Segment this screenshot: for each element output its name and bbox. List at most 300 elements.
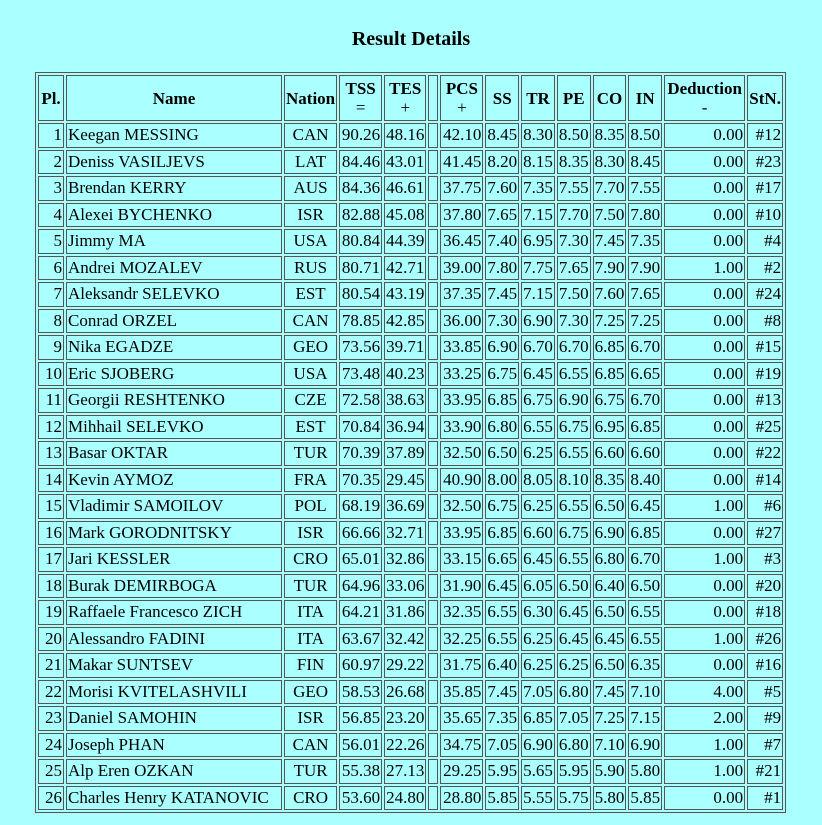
cell-deduction: 0.00 [664,229,745,254]
cell-tes: 44.39 [384,229,426,254]
cell-spacer [428,123,438,148]
cell-co: 7.50 [593,203,627,228]
cell-deduction: 4.00 [664,680,745,705]
cell-ss: 6.75 [485,494,519,519]
cell-spacer [428,759,438,784]
cell-tes: 33.06 [384,574,426,599]
cell-tss: 82.88 [339,203,382,228]
cell-nation: USA [284,362,337,387]
cell-tss: 70.84 [339,415,382,440]
cell-nation: POL [284,494,337,519]
cell-ss: 6.80 [485,415,519,440]
cell-pcs: 39.00 [440,256,483,281]
cell-pcs: 33.95 [440,521,483,546]
table-row [38,362,783,387]
cell-tss: 60.97 [339,653,382,678]
cell-deduction: 1.00 [664,627,745,652]
cell-pcs: 36.00 [440,309,483,334]
cell-pe: 6.55 [557,441,591,466]
cell-spacer [428,468,438,493]
table-row [38,123,783,148]
cell-start-number: #27 [747,521,783,546]
cell-in: 6.55 [628,627,662,652]
cell-pe: 6.70 [557,335,591,360]
cell-nation: FIN [284,653,337,678]
cell-pcs: 32.25 [440,627,483,652]
cell-tss: 63.67 [339,627,382,652]
cell-deduction: 0.00 [664,335,745,360]
table-row [38,415,783,440]
cell-in: 7.65 [628,282,662,307]
table-row [38,229,783,254]
cell-tes: 31.86 [384,600,426,625]
cell-start-number: #19 [747,362,783,387]
cell-in: 6.45 [628,494,662,519]
cell-pcs: 37.80 [440,203,483,228]
cell-place: 24 [38,733,64,758]
header-spacer [428,75,438,121]
cell-tss: 80.71 [339,256,382,281]
header-name: Name [66,75,282,121]
cell-pe: 6.50 [557,574,591,599]
cell-tr: 6.70 [521,335,555,360]
cell-ss: 6.75 [485,362,519,387]
cell-deduction: 2.00 [664,706,745,731]
cell-start-number: #18 [747,600,783,625]
cell-in: 6.35 [628,653,662,678]
cell-nation: EST [284,282,337,307]
cell-pe: 8.10 [557,468,591,493]
cell-name: Alexei BYCHENKO [66,203,282,228]
cell-ss: 6.85 [485,521,519,546]
cell-tr: 7.15 [521,282,555,307]
cell-deduction: 0.00 [664,388,745,413]
cell-tes: 39.71 [384,335,426,360]
cell-place: 13 [38,441,64,466]
cell-start-number: #5 [747,680,783,705]
cell-tss: 58.53 [339,680,382,705]
cell-tr: 6.25 [521,494,555,519]
cell-ss: 7.45 [485,680,519,705]
cell-place: 21 [38,653,64,678]
cell-deduction: 0.00 [664,123,745,148]
cell-tr: 6.45 [521,547,555,572]
cell-tss: 70.39 [339,441,382,466]
cell-tss: 80.54 [339,282,382,307]
cell-co: 7.70 [593,176,627,201]
cell-pcs: 31.90 [440,574,483,599]
cell-co: 6.85 [593,362,627,387]
cell-pcs: 35.85 [440,680,483,705]
cell-place: 16 [38,521,64,546]
cell-name: Kevin AYMOZ [66,468,282,493]
header-tss-label: TSS [345,79,376,98]
cell-tr: 8.05 [521,468,555,493]
cell-place: 12 [38,415,64,440]
cell-tss: 90.26 [339,123,382,148]
cell-tss: 73.56 [339,335,382,360]
cell-tes: 45.08 [384,203,426,228]
cell-pe: 7.05 [557,706,591,731]
cell-in: 6.70 [628,335,662,360]
cell-deduction: 1.00 [664,759,745,784]
cell-tes: 42.85 [384,309,426,334]
cell-start-number: #25 [747,415,783,440]
cell-tes: 32.86 [384,547,426,572]
cell-ss: 8.45 [485,123,519,148]
cell-tss: 66.66 [339,521,382,546]
cell-nation: TUR [284,759,337,784]
cell-in: 7.35 [628,229,662,254]
cell-co: 6.40 [593,574,627,599]
cell-start-number: #10 [747,203,783,228]
cell-place: 26 [38,786,64,811]
cell-pe: 7.30 [557,229,591,254]
cell-nation: ITA [284,627,337,652]
cell-nation: ISR [284,203,337,228]
cell-place: 8 [38,309,64,334]
cell-start-number: #13 [747,388,783,413]
cell-tss: 84.36 [339,176,382,201]
cell-spacer [428,415,438,440]
header-tes-sub: + [400,98,411,117]
header-pcs-sub: + [457,98,467,117]
cell-spacer [428,150,438,175]
cell-spacer [428,733,438,758]
cell-tss: 65.01 [339,547,382,572]
cell-tes: 24.80 [384,786,426,811]
cell-start-number: #4 [747,229,783,254]
cell-nation: TUR [284,574,337,599]
cell-start-number: #20 [747,574,783,599]
cell-place: 14 [38,468,64,493]
cell-tr: 6.30 [521,600,555,625]
cell-ss: 6.85 [485,388,519,413]
cell-tes: 27.13 [384,759,426,784]
cell-co: 6.80 [593,547,627,572]
cell-tss: 64.21 [339,600,382,625]
cell-name: Raffaele Francesco ZICH [66,600,282,625]
cell-nation: ISR [284,521,337,546]
cell-nation: TUR [284,441,337,466]
header-deduction-label: Deduction [667,79,742,98]
cell-co: 6.60 [593,441,627,466]
cell-in: 6.55 [628,600,662,625]
table-row [38,547,783,572]
cell-start-number: #3 [747,547,783,572]
cell-deduction: 0.00 [664,574,745,599]
cell-name: Brendan KERRY [66,176,282,201]
cell-in: 8.50 [628,123,662,148]
cell-tss: 84.46 [339,150,382,175]
cell-spacer [428,229,438,254]
cell-name: Conrad ORZEL [66,309,282,334]
cell-pe: 8.35 [557,150,591,175]
cell-pcs: 29.25 [440,759,483,784]
header-pcs-label: PCS [445,79,478,98]
cell-start-number: #24 [747,282,783,307]
cell-pe: 6.80 [557,680,591,705]
cell-place: 5 [38,229,64,254]
cell-ss: 8.20 [485,150,519,175]
cell-pe: 8.50 [557,123,591,148]
cell-tss: 70.35 [339,468,382,493]
cell-nation: AUS [284,176,337,201]
cell-spacer [428,256,438,281]
cell-nation: EST [284,415,337,440]
cell-tss: 53.60 [339,786,382,811]
cell-name: Mark GORODNITSKY [66,521,282,546]
cell-pcs: 35.65 [440,706,483,731]
cell-deduction: 0.00 [664,468,745,493]
cell-pcs: 32.35 [440,600,483,625]
cell-place: 22 [38,680,64,705]
cell-spacer [428,335,438,360]
cell-in: 7.10 [628,680,662,705]
cell-name: Nika EGADZE [66,335,282,360]
cell-name: Morisi KVITELASHVILI [66,680,282,705]
cell-ss: 7.60 [485,176,519,201]
cell-tr: 6.25 [521,441,555,466]
table-row [38,203,783,228]
cell-tr: 6.75 [521,388,555,413]
cell-place: 1 [38,123,64,148]
cell-co: 7.25 [593,706,627,731]
header-co: CO [593,75,627,121]
cell-ss: 7.40 [485,229,519,254]
cell-pcs: 32.50 [440,441,483,466]
cell-place: 19 [38,600,64,625]
cell-tr: 5.55 [521,786,555,811]
cell-spacer [428,574,438,599]
cell-tr: 8.15 [521,150,555,175]
table-row [38,574,783,599]
cell-spacer [428,786,438,811]
cell-deduction: 1.00 [664,494,745,519]
cell-co: 5.80 [593,786,627,811]
cell-ss: 6.40 [485,653,519,678]
header-row [38,75,783,121]
cell-place: 10 [38,362,64,387]
table-row [38,653,783,678]
cell-place: 17 [38,547,64,572]
cell-nation: ISR [284,706,337,731]
cell-in: 7.25 [628,309,662,334]
cell-tss: 56.85 [339,706,382,731]
cell-tes: 23.20 [384,706,426,731]
cell-name: Alp Eren OZKAN [66,759,282,784]
cell-name: Daniel SAMOHIN [66,706,282,731]
cell-spacer [428,441,438,466]
cell-ss: 6.65 [485,547,519,572]
cell-spacer [428,203,438,228]
cell-spacer [428,282,438,307]
cell-co: 6.50 [593,600,627,625]
cell-co: 7.10 [593,733,627,758]
cell-nation: CAN [284,309,337,334]
cell-co: 6.90 [593,521,627,546]
cell-pe: 6.80 [557,733,591,758]
cell-pe: 6.45 [557,600,591,625]
cell-place: 11 [38,388,64,413]
cell-deduction: 0.00 [664,282,745,307]
cell-ss: 7.30 [485,309,519,334]
cell-place: 4 [38,203,64,228]
cell-tr: 6.55 [521,415,555,440]
cell-pcs: 40.90 [440,468,483,493]
cell-place: 6 [38,256,64,281]
cell-tes: 32.71 [384,521,426,546]
cell-co: 7.25 [593,309,627,334]
cell-co: 6.95 [593,415,627,440]
cell-pcs: 33.15 [440,547,483,572]
cell-pe: 5.95 [557,759,591,784]
header-tss [339,75,382,121]
cell-place: 18 [38,574,64,599]
cell-name: Keegan MESSING [66,123,282,148]
cell-co: 6.75 [593,388,627,413]
cell-in: 6.85 [628,521,662,546]
cell-nation: FRA [284,468,337,493]
cell-start-number: #22 [747,441,783,466]
header-pe: PE [557,75,591,121]
cell-in: 6.90 [628,733,662,758]
table-row [38,786,783,811]
cell-name: Burak DEMIRBOGA [66,574,282,599]
header-in: IN [628,75,662,121]
cell-place: 20 [38,627,64,652]
cell-nation: RUS [284,256,337,281]
header-tss-sub: = [355,98,366,117]
table-row [38,627,783,652]
cell-nation: USA [284,229,337,254]
cell-tss: 64.96 [339,574,382,599]
cell-nation: CAN [284,733,337,758]
cell-in: 7.90 [628,256,662,281]
cell-pe: 6.90 [557,388,591,413]
cell-co: 5.90 [593,759,627,784]
cell-tr: 7.35 [521,176,555,201]
cell-tss: 73.48 [339,362,382,387]
cell-tr: 5.65 [521,759,555,784]
cell-pe: 7.65 [557,256,591,281]
cell-tes: 37.89 [384,441,426,466]
cell-spacer [428,176,438,201]
cell-tss: 55.38 [339,759,382,784]
cell-pe: 6.55 [557,494,591,519]
cell-deduction: 1.00 [664,733,745,758]
cell-pcs: 33.90 [440,415,483,440]
cell-tes: 38.63 [384,388,426,413]
cell-start-number: #23 [747,150,783,175]
cell-ss: 6.50 [485,441,519,466]
cell-start-number: #6 [747,494,783,519]
cell-ss: 6.90 [485,335,519,360]
header-tes-label: TES [389,79,422,98]
cell-ss: 7.05 [485,733,519,758]
cell-name: Andrei MOZALEV [66,256,282,281]
cell-co: 7.90 [593,256,627,281]
cell-pcs: 33.95 [440,388,483,413]
cell-tss: 72.58 [339,388,382,413]
cell-spacer [428,521,438,546]
cell-nation: LAT [284,150,337,175]
cell-co: 7.45 [593,229,627,254]
cell-pe: 6.25 [557,653,591,678]
cell-spacer [428,494,438,519]
cell-tes: 32.42 [384,627,426,652]
cell-pe: 7.30 [557,309,591,334]
cell-in: 8.45 [628,150,662,175]
cell-name: Vladimir SAMOILOV [66,494,282,519]
cell-start-number: #26 [747,627,783,652]
table-row [38,521,783,546]
cell-start-number: #7 [747,733,783,758]
cell-start-number: #12 [747,123,783,148]
cell-nation: ITA [284,600,337,625]
cell-name: Jimmy MA [66,229,282,254]
cell-name: Charles Henry KATANOVIC [66,786,282,811]
cell-name: Joseph PHAN [66,733,282,758]
cell-tes: 36.69 [384,494,426,519]
cell-in: 6.70 [628,388,662,413]
cell-in: 5.80 [628,759,662,784]
cell-pcs: 36.45 [440,229,483,254]
cell-tr: 7.15 [521,203,555,228]
page-title: Result Details [351,28,471,50]
cell-in: 6.85 [628,415,662,440]
cell-tes: 42.71 [384,256,426,281]
cell-tr: 6.90 [521,733,555,758]
cell-name: Eric SJOBERG [66,362,282,387]
cell-nation: GEO [284,335,337,360]
cell-pcs: 33.25 [440,362,483,387]
cell-place: 7 [38,282,64,307]
cell-tes: 43.19 [384,282,426,307]
cell-start-number: #2 [747,256,783,281]
cell-tes: 29.22 [384,653,426,678]
cell-ss: 5.95 [485,759,519,784]
cell-tes: 46.61 [384,176,426,201]
cell-pcs: 42.10 [440,123,483,148]
cell-spacer [428,706,438,731]
header-deduction [664,75,745,121]
cell-ss: 6.55 [485,627,519,652]
cell-name: Aleksandr SELEVKO [66,282,282,307]
cell-tss: 78.85 [339,309,382,334]
header-pcs [440,75,483,121]
table-row [38,706,783,731]
cell-place: 25 [38,759,64,784]
cell-spacer [428,309,438,334]
cell-pcs: 41.45 [440,150,483,175]
header-nation: Nation [284,75,337,121]
cell-deduction: 1.00 [664,256,745,281]
cell-tss: 56.01 [339,733,382,758]
cell-pe: 6.45 [557,627,591,652]
cell-tr: 6.90 [521,309,555,334]
cell-spacer [428,547,438,572]
cell-ss: 7.45 [485,282,519,307]
cell-pe: 6.55 [557,362,591,387]
cell-deduction: 0.00 [664,362,745,387]
cell-start-number: #17 [747,176,783,201]
results-table [35,72,786,813]
cell-deduction: 0.00 [664,176,745,201]
cell-in: 7.55 [628,176,662,201]
cell-deduction: 0.00 [664,521,745,546]
cell-place: 3 [38,176,64,201]
